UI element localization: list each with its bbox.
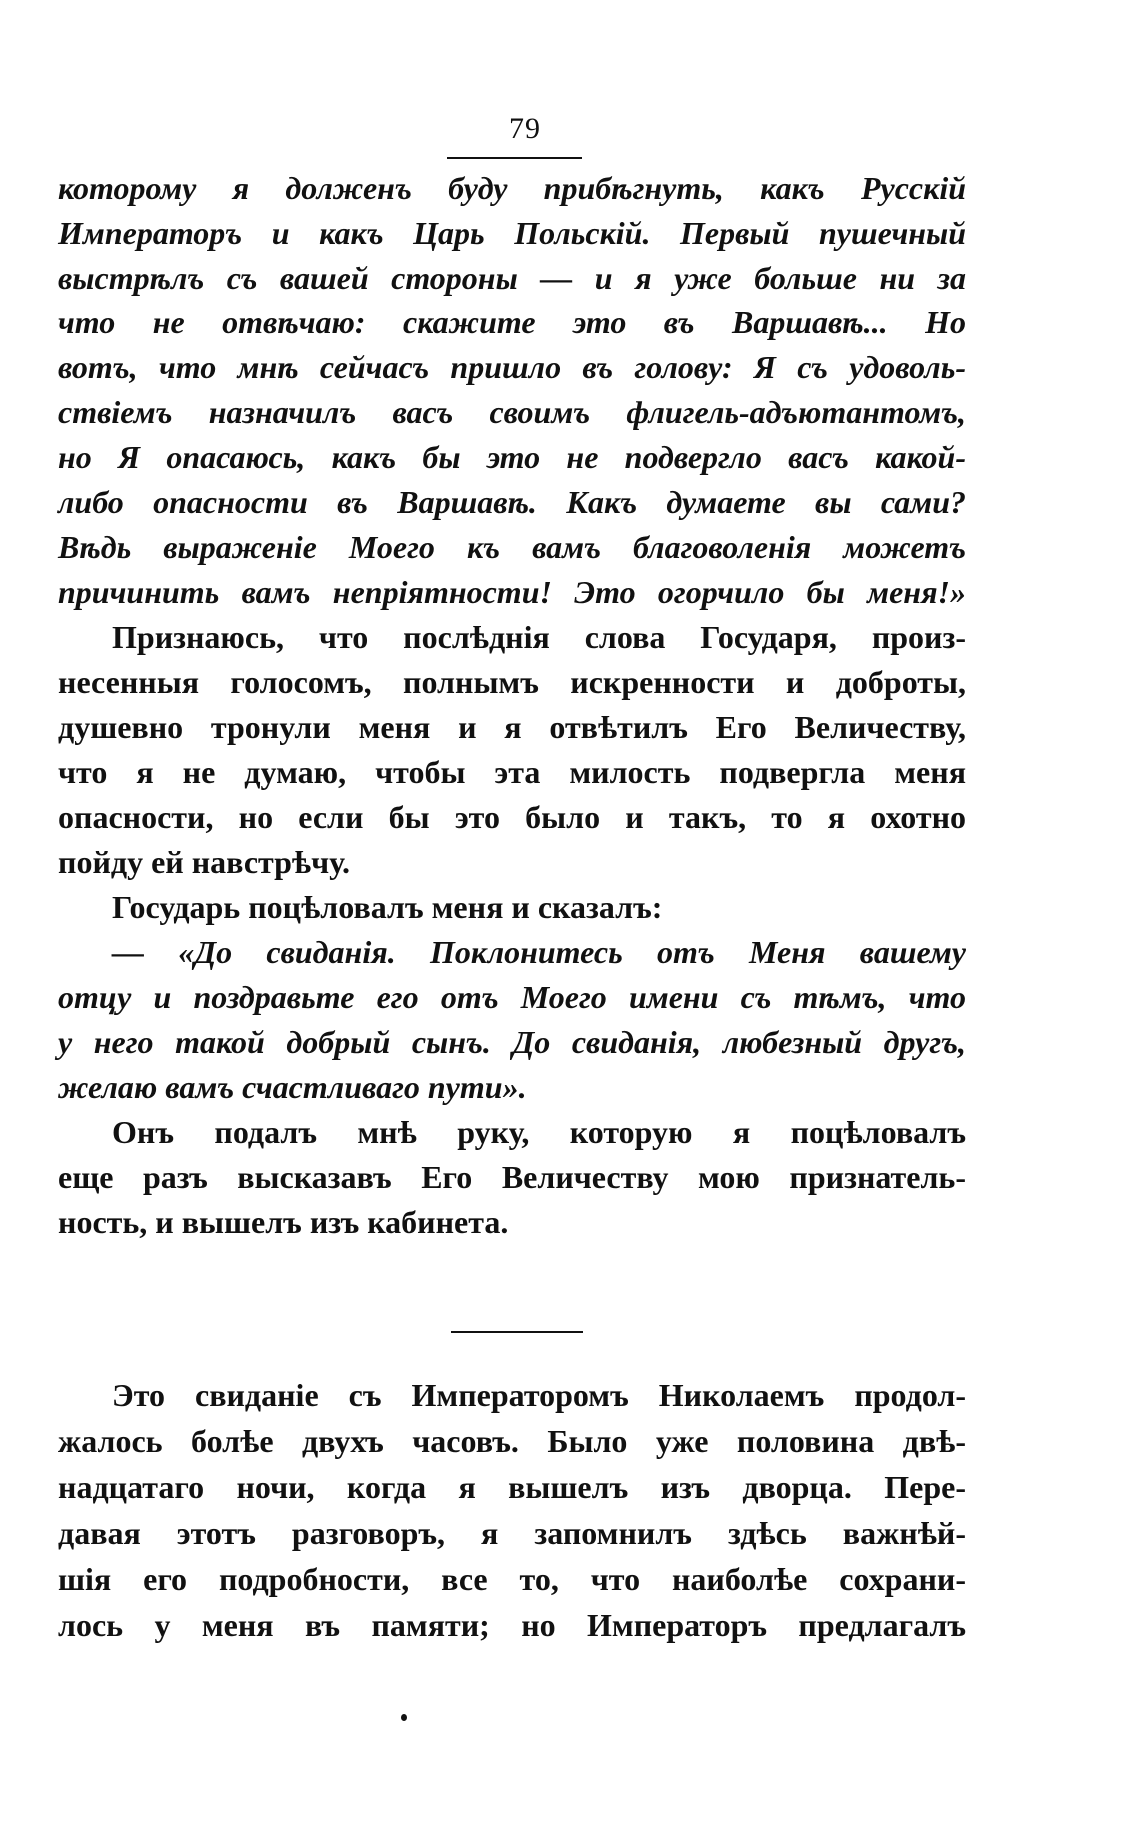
text-line: ствіемъ назначилъ васъ своимъ флигель-адъютантомъ, [58, 394, 966, 430]
text-line: душевно тронули меня и я отвѣтилъ Его Величеству, [58, 709, 966, 745]
text-line: Государь поцѣловалъ меня и сказалъ: [112, 889, 663, 925]
section-divider [451, 1331, 583, 1333]
text-line: вотъ, что мнѣ сейчасъ пришло въ голову: Я съ удоволь- [58, 349, 966, 385]
text-line: Императоръ и какъ Царь Польскій. Первый пушечный [58, 215, 966, 251]
text-line: жалось болѣе двухъ часовъ. Было уже половина двѣ- [58, 1423, 966, 1459]
text-line: ность, и вышелъ изъ кабинета. [58, 1204, 509, 1240]
text-line: что не отвѣчаю: скажите это въ Варшавѣ... Но [58, 304, 966, 340]
text-line: еще разъ высказавъ Его Величеству мою признатель- [58, 1159, 966, 1195]
text-line: Признаюсь, что послѣднія слова Государя, произ- [112, 619, 966, 655]
text-line: причинить вамъ непріятности! Это огорчило бы меня!» [58, 574, 966, 610]
text-line: у него такой добрый сынъ. До свиданія, любезный другъ, [58, 1024, 966, 1060]
header-rule [447, 157, 582, 159]
text-line: но Я опасаюсь, какъ бы это не подвергло васъ какой- [58, 439, 966, 475]
text-line: лось у меня въ памяти; но Императоръ предлагалъ [58, 1607, 966, 1643]
text-line: Это свиданіе съ Императоромъ Николаемъ продол- [112, 1377, 966, 1413]
text-line: либо опасности въ Варшавѣ. Какъ думаете вы сами? [58, 484, 966, 520]
text-line: которому я долженъ буду прибѣгнуть, какъ Русскій [58, 170, 966, 206]
text-line: шія его подробности, все то, что наиболѣе сохрани- [58, 1561, 966, 1597]
page-number: 79 [509, 112, 541, 145]
text-line: желаю вамъ счастливаго пути». [58, 1069, 527, 1105]
text-line: опасности, но если бы это было и такъ, то я охотно [58, 799, 966, 835]
text-line: выстрѣлъ съ вашей стороны — и я уже больше ни за [58, 260, 966, 296]
text-line: надцатаго ночи, когда я вышелъ изъ дворца. Пере- [58, 1469, 966, 1505]
text-line: давая этотъ разговоръ, я запомнилъ здѣсь важнѣй- [58, 1515, 966, 1551]
text-line: отцу и поздравьте его отъ Моего имени съ тѣмъ, что [58, 979, 966, 1015]
text-line: — «До свиданія. Поклонитесь отъ Меня вашему [112, 934, 966, 970]
text-line: Онъ подалъ мнѣ руку, которую я поцѣловалъ [112, 1114, 966, 1150]
ink-speck [401, 1714, 407, 1721]
text-line: несенныя голосомъ, полнымъ искренности и доброты, [58, 664, 966, 700]
text-line: что я не думаю, чтобы эта милость подвергла меня [58, 754, 966, 790]
text-line: Вѣдь выраженіе Моего къ вамъ благоволенія можетъ [58, 529, 966, 565]
text-line: пойду ей навстрѣчу. [58, 844, 350, 880]
